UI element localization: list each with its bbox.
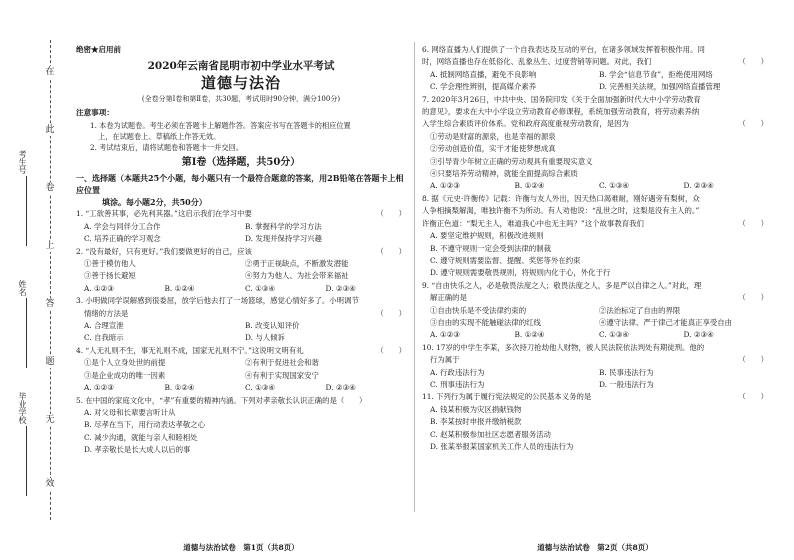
seal-char: 卷	[45, 183, 55, 193]
seal-char: 在	[45, 67, 55, 77]
option[interactable]: B. 尽孝在当下，用行动表达孝敬之心	[84, 420, 205, 430]
option[interactable]: A. ①②③	[84, 283, 114, 293]
statement-list	[76, 258, 406, 283]
answer-bracket: （ ）	[376, 209, 406, 219]
question-stem	[76, 246, 406, 258]
option[interactable]: D. 完善相关法规，加强网络直播管理	[599, 82, 721, 92]
school-field[interactable]	[18, 392, 34, 496]
seal-char: 题	[45, 357, 55, 367]
question-text: 行为属于	[430, 355, 460, 365]
question-text: 情绪的方法是	[84, 308, 129, 318]
page-footer-1: 道德与法治试卷 第1页（共8页）	[183, 543, 299, 552]
option[interactable]: B. ①②④	[514, 181, 545, 191]
statement: ③自由的实现不能触碰法律的红线	[430, 317, 541, 327]
notice-item: 上，在试题卷上、草稿纸上作答无效。	[98, 132, 221, 142]
question-text: 4. “人无礼则不生，事无礼则不成，国家无礼则不宁。”这说明文明有礼	[76, 345, 304, 355]
question-stem-cont: 的意见》，要求在大中小学设立劳动教育必修课程，系统加强劳动教育，将劳动素养纳	[422, 107, 700, 117]
option[interactable]: B. 李某按时申报并缴纳税款	[430, 417, 522, 427]
option[interactable]: A. ①②③	[84, 383, 114, 393]
name-label: 姓名	[18, 280, 27, 296]
choice-list	[422, 180, 768, 192]
option[interactable]: B. 掌握科学的学习方法	[245, 221, 322, 231]
option[interactable]: A. 要坚定维护规则，积极改进规则	[430, 231, 544, 241]
option[interactable]: C. ①③④	[245, 283, 275, 293]
statement: ④有利于实现国家安宁	[245, 370, 319, 380]
question-stem: 6. 网络直播为人们提供了一个自我表达及互动的平台，在诸多领域发挥着积极作用。同	[422, 45, 705, 54]
choice-list	[422, 329, 768, 341]
page-1-column	[76, 44, 406, 457]
statement: ②勇于正视缺点，不断激发潜能	[245, 259, 349, 269]
statement: ①是个人立身处世的前提	[84, 358, 166, 368]
column-divider	[414, 42, 415, 512]
statement: ②有利于促进社会和谐	[245, 358, 319, 368]
question-text: 入学生综合素质评价体系。党和政府高度重视劳动教育，是因为	[422, 119, 629, 129]
notice-item: 2. 考试结束后，请将试题卷和答题卡一并交回。	[90, 143, 243, 153]
question-stem	[76, 345, 406, 357]
option-list	[422, 367, 768, 392]
question-3	[76, 295, 406, 345]
candidate-number-label: 考生号	[18, 150, 27, 174]
question-stem-cont	[422, 354, 768, 366]
answer-bracket: （ ）	[376, 308, 406, 318]
option[interactable]: C. ①③④	[599, 330, 629, 340]
statement: ③善于扬长避短	[84, 271, 136, 281]
option[interactable]: C. ①③④	[599, 181, 629, 191]
notice-item: 1. 本卷为试题卷。考生必须在答题卡上解题作答。答案应书写在答题卡的相应位置	[90, 120, 351, 130]
question-stem: 8. 据《元史·许衡传》记载：许衡与友人外出，因天热口渴难耐，刚好遇旁有梨树，众	[422, 193, 700, 203]
option[interactable]: C. 刑事违法行为	[430, 379, 485, 389]
answer-bracket: （ ）	[738, 355, 768, 365]
question-stem: 5. 在中国的家庭文化中，“孝”有重要的精神内涵。下列对孝亲敬长认识正确的是（ ）	[76, 395, 367, 405]
option[interactable]: C. 遵守规则需要监督、提醒、奖惩等外在约束	[430, 255, 581, 265]
question-stem: 10. 17岁的中学生李某，多次持刀抢劫他人财物，被人民法院依法判处有期徒刑。他的	[422, 342, 705, 352]
option[interactable]: A. 合理宣泄	[84, 321, 124, 331]
answer-bracket: （ ）	[376, 345, 406, 355]
statement: ③是企业成功的唯一因素	[84, 370, 166, 380]
statement: ①善于模仿他人	[84, 259, 136, 269]
option[interactable]: C. 减少沟通，就能与亲人和睦相处	[84, 432, 198, 442]
option[interactable]: D. 发现并保持学习兴趣	[245, 234, 322, 244]
option[interactable]: A. ①②③	[430, 181, 460, 191]
option[interactable]: A. 钱某积极为灾区捐献钱物	[430, 404, 522, 414]
question-7	[422, 94, 768, 193]
option[interactable]: D. 张某举报某国家机关工作人员的违法行为	[430, 442, 574, 451]
write-line	[26, 176, 27, 246]
option[interactable]: C. 自我暗示	[84, 333, 124, 343]
option[interactable]: B. ①②④	[164, 283, 195, 293]
option[interactable]: B. 改变认知评价	[245, 321, 300, 331]
statement: ④只要培养劳动精神，就能全面提高综合素质	[430, 169, 578, 179]
seal-char: 效	[45, 479, 55, 489]
option[interactable]: C. 培养正确的学习观念	[84, 234, 161, 244]
option[interactable]: A. 学会与同伴分工合作	[84, 221, 161, 231]
page-footer-2: 道德与法治试卷 第2页（共8页）	[537, 543, 653, 552]
page-2-column	[422, 44, 768, 453]
question-11	[422, 391, 768, 453]
option[interactable]: D. 遵守规则需要敬畏规则，将规则内化于心，外化于行	[430, 268, 611, 278]
option-list	[76, 320, 406, 345]
question-stem-cont	[76, 308, 406, 320]
binding-margin	[0, 0, 70, 560]
confidential-mark: 绝密★启用前	[76, 45, 121, 54]
question-stem	[76, 208, 406, 220]
question-text: 2. “没有最好，只有更好。”我们要做更好的自己，应该	[76, 246, 252, 256]
statement: ④努力为他人、为社会带来福祉	[245, 271, 349, 281]
question-text: 1. “工欲善其事，必先利其器。”这启示我们在学习中要	[76, 209, 252, 219]
exam-title: 2020年云南省昆明市初中学业水平考试	[147, 60, 335, 73]
statement: ②法治标定了自由的界限	[599, 305, 681, 315]
option[interactable]: D. ②③④	[325, 283, 356, 293]
option[interactable]: D. 孝亲敬长是长大成人以后的事	[84, 445, 191, 455]
question-stem: 7. 2020年3月26日，中共中央、国务院印发《关于全面加强新时代大中小学劳动教育	[422, 94, 701, 104]
statement: ①自由快乐是不受法律约束的	[430, 305, 527, 315]
statement: ④遵守法律、严于律己才能真正享受自由	[599, 317, 733, 327]
option[interactable]: A. ①②③	[430, 330, 460, 340]
option[interactable]: D. ②③④	[325, 383, 356, 393]
statement: ②劳动创造价值，实干才能使梦想成真	[430, 144, 556, 154]
answer-bracket: （ ）	[376, 246, 406, 256]
question-6	[422, 44, 768, 94]
part-title: 第Ⅰ卷（选择题，共50分）	[181, 157, 301, 169]
write-line	[26, 298, 27, 368]
question-stem: 3. 小明做同学误解感到很委屈，放学后他去打了一场篮球，感觉心情好多了。小明调节	[76, 296, 359, 306]
option[interactable]: B. 不遵守规则一定会受到法律的制裁	[430, 243, 551, 253]
option[interactable]: D. ②③④	[683, 181, 714, 191]
option[interactable]: A. 抵制网络直播，避免不良影响	[430, 69, 537, 79]
answer-bracket: （ ）	[738, 218, 768, 228]
seal-char: 答	[45, 299, 55, 309]
option[interactable]: D. ②③④	[683, 330, 714, 340]
answer-bracket: （ ）	[738, 293, 768, 303]
question-4	[76, 345, 406, 395]
statement-list	[422, 305, 768, 330]
exam-info: (全卷分第Ⅰ卷和第Ⅱ卷，共30题，考试用时90分钟，满分100分)	[141, 95, 341, 104]
question-stem-cont	[422, 56, 768, 68]
section-heading-line: 填涂。每小题2分，共50分）	[102, 197, 207, 208]
option-list	[76, 221, 406, 246]
candidate-number-field[interactable]	[18, 150, 34, 246]
option[interactable]: C. ①③④	[245, 383, 275, 393]
choice-list	[76, 382, 406, 394]
option[interactable]: D. 一般违法行为	[599, 379, 654, 389]
question-10	[422, 342, 768, 392]
question-text: 解正确的是	[430, 293, 467, 303]
question-text: 11. 下列行为属于履行宪法规定的公民基本义务的是	[422, 392, 592, 402]
question-stem-cont	[422, 118, 768, 130]
name-field[interactable]	[18, 280, 34, 368]
question-text: 许衡正色道：“梨无主人，难道我心中也无主吗？”这个故事教育我们	[422, 218, 644, 228]
option[interactable]: A. 对父母和长辈要言听计从	[84, 407, 176, 417]
question-9	[422, 280, 768, 342]
section-heading	[76, 172, 406, 208]
question-2	[76, 246, 406, 296]
answer-bracket: （ ）	[738, 57, 768, 67]
seal-char: 此	[45, 125, 55, 135]
subject-title: 道德与法治	[200, 74, 281, 93]
question-8	[422, 193, 768, 280]
school-label: 毕业学校	[18, 392, 27, 424]
statement-list	[76, 357, 406, 382]
option[interactable]: C. 赵某积极参加社区志愿者服务活动	[430, 429, 551, 439]
question-text: 时，网络直播也存在低俗化、乱象丛生、过度营销等问题。对此，我们	[422, 57, 652, 67]
option[interactable]: B. 民事违法行为	[599, 367, 654, 377]
question-stem: 9. “自由快乐之人，必是敬畏法度之人；敬畏法度之人，多是严以自律之人。”对此，理	[422, 280, 702, 290]
answer-bracket: （ ）	[738, 119, 768, 129]
option[interactable]: D. 与人倾诉	[245, 333, 285, 343]
write-line	[26, 426, 27, 496]
question-5	[76, 395, 406, 457]
question-stem-cont	[422, 218, 768, 230]
seal-dashed-line	[50, 40, 51, 520]
option[interactable]: A. 行政违法行为	[430, 367, 485, 377]
question-1	[76, 208, 406, 245]
notice-title: 注意事项：	[76, 108, 114, 118]
option[interactable]: C. 学会理性辨别，提高媒介素养	[430, 82, 537, 92]
choice-list	[76, 283, 406, 295]
question-stem-cont	[422, 292, 768, 304]
answer-bracket: （ ）	[738, 392, 768, 402]
statement: ①劳动是财富的源泉，也是幸福的源泉	[430, 131, 556, 141]
option-list	[422, 69, 768, 94]
question-stem-cont: 人争相摘梨解渴，唯独许衡不为所动。有人劝他说：“乱世之时，这梨是没有主人的。”	[422, 206, 700, 216]
section-heading-line: 一、选择题（本题共25个小题，每小题只有一个最符合题意的答案，用2B铅笔在答题卡上相应位置	[76, 173, 404, 196]
seal-char: 上	[45, 241, 55, 251]
seal-char: 无	[45, 415, 55, 425]
statement: ③引导青少年树立正确的劳动观具有重要现实意义	[430, 156, 593, 166]
option[interactable]: B. 学会“信息节食”，拒绝使用网络	[599, 69, 713, 79]
question-stem	[422, 391, 768, 403]
option[interactable]: B. ①②④	[514, 330, 545, 340]
option[interactable]: B. ①②④	[164, 383, 195, 393]
